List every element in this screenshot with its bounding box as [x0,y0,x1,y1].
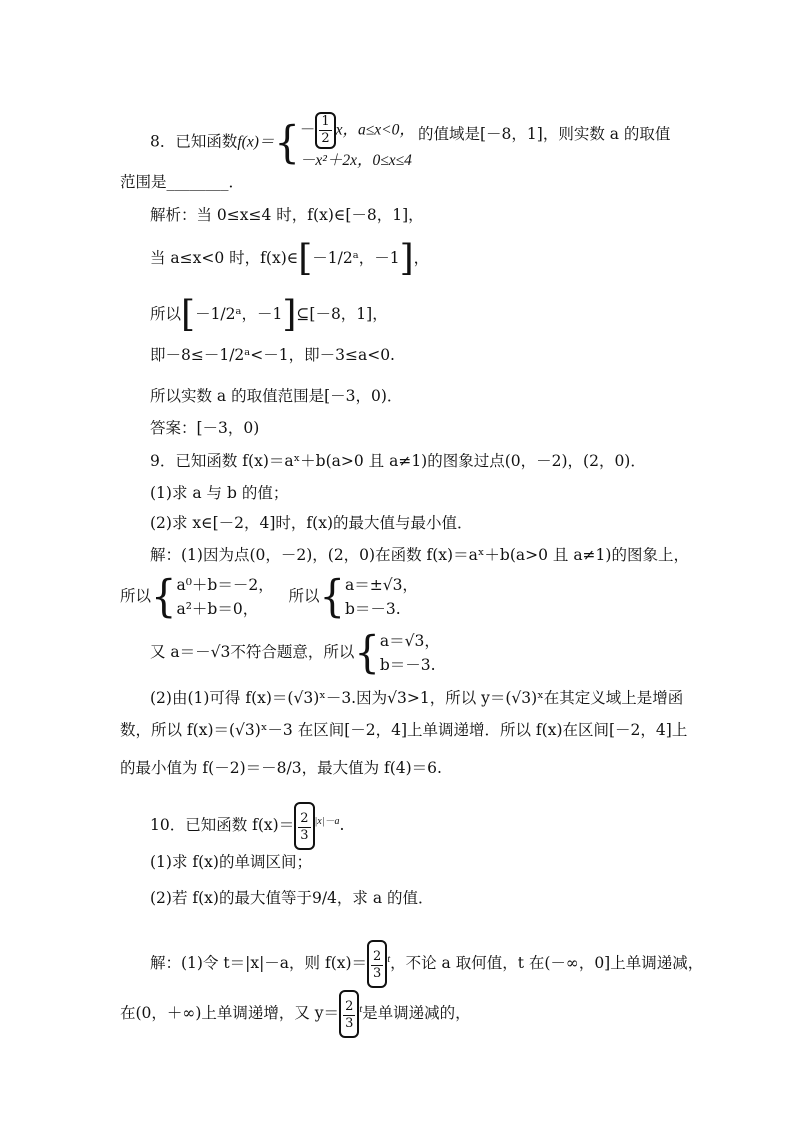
q9-s5: 数，所以 f(x)＝(√3)ˣ－3 在区间[－2，4]上单调递增．所以 f(x)在区间[－2，4]上 [120,721,688,739]
q8-fx: f(x)＝ [237,133,275,151]
q8-stem [150,112,415,169]
q10-s2-post: 是单调递减的， [362,1004,471,1023]
q10-s1-post: ，不论 a 取何值，t 在(－∞，0]上单调递减， [390,954,704,973]
q9-s3: 又 a＝－√3不符合题意，所以{ a＝√3， b＝－3. [150,627,440,679]
q9-sys3-a: a＝√3， [379,632,440,650]
q10-stem-post: . [339,816,345,835]
q10-s2-pre: 在(0，＋∞)上单调递增，又 y＝ [120,1004,340,1023]
q10-s2: 在(0，＋∞)上单调递增，又 y＝ $\frac{2}{3}$ $^t$是单调递减的， [120,988,471,1032]
q8-cases: － $\frac{1}{2}$ x，a≤x<0， －x²＋2x，0≤x≤4 [300,112,415,173]
q8-brace: { [274,117,300,168]
q8-suffix: 的值域是[－8，1]，则实数 a 的取值 [418,125,671,143]
q9-s3-pre: 又 a＝－√3不符合题意，所以 [150,643,355,661]
q9-p2: (2)求 x∈[－2，4]时，f(x)的最大值与最小值． [150,514,473,532]
q9-sys1-b: a²＋b＝0， [176,600,259,618]
q9-s4: (2)由(1)可得 f(x)＝(√3)ˣ－3.因为√3>1，所以 y＝(√3)ˣ在其定义域上是增函 [150,689,684,707]
q9-sys2-a: a＝±√3， [344,576,418,594]
q9-stem: 9．已知函数 f(x)＝aˣ＋b(a>0 且 a≠1)的图象过点(0，－2)，(2，0)． [150,452,646,470]
q8-prefix: 8．已知函数 [150,132,238,151]
q8-answer: 答案：[－3，0) [150,419,260,437]
q8-line2: 范围是________． [120,173,245,191]
q8-sol2-int: －1/2ᵃ，－1 [312,249,400,267]
q9-s1: 解：(1)因为点(0，－2)，(2，0)在函数 f(x)＝aˣ＋b(a>0 且 a≠1)的图象上， [150,546,689,564]
q10-s1: 解：(1)令 t＝|x|－a，则 f(x)＝ $\frac{2}{3}$ $^t$，不论 a 取何值，t 在(－∞，0]上单调递减， [150,938,703,982]
q9-s2: 所以{ a⁰＋b＝－2， a²＋b＝0， 所以{ a＝±√3， b＝－3. [120,571,418,623]
q8-sol3-post: ⊆[－8，1]， [296,305,388,323]
q9-p1: (1)求 a 与 b 的值； [150,484,289,502]
q9-s2-mid: 所以 [288,587,320,605]
q9-sys3-b: b＝－3. [379,656,436,674]
q9-sys2-b: b＝－3. [344,600,401,618]
q8-sol5: 所以实数 a 的取值范围是[－3，0)． [150,387,403,405]
q8-sol3: 所以[－1/2ᵃ，－1]⊆[－8，1]， [150,294,388,335]
q8-case1-expr: x [335,121,343,139]
q9-s2-pre: 所以 [120,587,152,605]
q8-sol2: 当 a≤x<0 时，f(x)∈[－1/2ᵃ，－1]， [150,238,430,279]
q9-s6: 的最小值为 f(－2)＝－8/3，最大值为 f(4)＝6. [120,759,442,777]
q8-sol4: 即－8≤－1/2ᵃ<－1，即－3≤a<0. [150,346,395,364]
q10-p2: (2)若 f(x)的最大值等于9/4，求 a 的值． [150,889,434,907]
q10-s1-pre: 解：(1)令 t＝|x|－a，则 f(x)＝ [150,954,368,973]
q10-stem-exp: |x|－a [314,816,340,827]
q8-sol3-pre: 所以 [150,305,182,323]
q10-stem: 10．已知函数 f(x)＝ $\frac{2}{3}$ $^{|x|-a}$. [150,800,344,844]
q8-sol3-int: －1/2ᵃ，－1 [195,305,283,323]
q8-case1-cond: ，a≤x<0， [342,121,415,139]
q8-sol1: 解析：当 0≤x≤4 时，f(x)∈[－8，1]， [150,206,424,224]
q10-p1: (1)求 f(x)的单调区间； [150,853,312,871]
q8-case2: －x²＋2x，0≤x≤4 [299,152,412,169]
q9-sys1-a: a⁰＋b＝－2， [176,576,274,594]
q8-sol2-pre: 当 a≤x<0 时，f(x)∈ [150,249,299,267]
q10-stem-pre: 10．已知函数 f(x)＝ [150,816,295,835]
